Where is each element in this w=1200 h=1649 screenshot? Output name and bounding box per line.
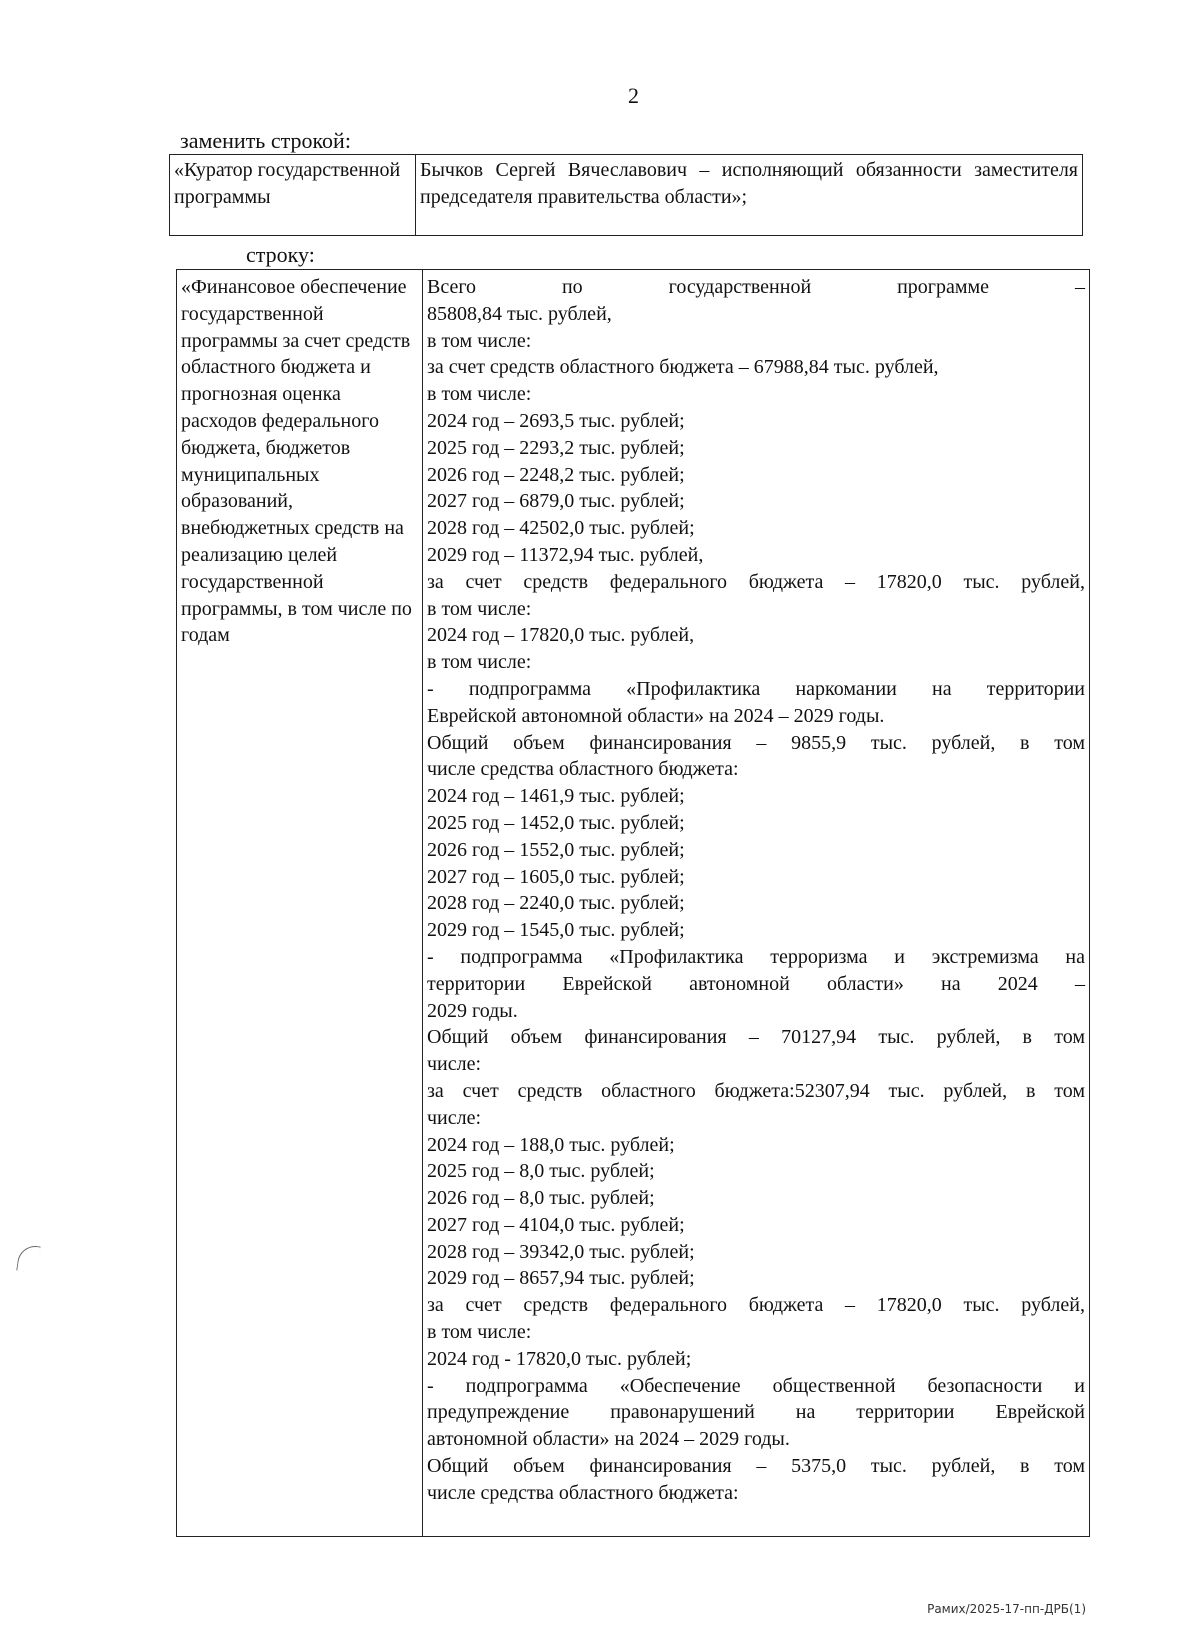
- finance-line: 2027 год – 6879,0 тыс. рублей;: [427, 490, 685, 513]
- finance-line: 2027 год – 1605,0 тыс. рублей;: [427, 865, 685, 888]
- finance-line: 2028 год – 39342,0 тыс. рублей;: [427, 1240, 695, 1263]
- finance-row: [177, 270, 1090, 1537]
- finance-line: в том числе:: [427, 1321, 532, 1344]
- finance-line: Еврейской автономной области» на 2024 – 2029 годы.: [427, 704, 885, 727]
- page-number-text: 2: [628, 83, 639, 108]
- finance-line: за счет средств федерального бюджета – 17820,0 тыс. рублей,: [427, 1294, 1085, 1317]
- finance-line: 2026 год – 8,0 тыс. рублей;: [427, 1187, 655, 1210]
- finance-label: «Финансовое обеспечение государственной программы за счет средств областного бюджета и прогнозная оценка расходов федерального бюджета, бюджетов муниципальных образований, внебюджетных средств на реализацию целей государственной программы, в том числе по годам: [177, 270, 423, 1537]
- finance-line: числе:: [427, 1053, 482, 1076]
- finance-line: 2027 год – 4104,0 тыс. рублей;: [427, 1213, 685, 1236]
- pen-mark: [16, 1244, 41, 1274]
- finance-line: автономной области» на 2024 – 2029 годы.: [427, 1428, 790, 1451]
- finance-line: 2025 год – 2293,2 тыс. рублей;: [427, 436, 685, 459]
- finance-line: предупреждение правонарушений на территории Еврейской: [427, 1401, 1085, 1424]
- finance-line: Общий объем финансирования – 70127,94 тыс. рублей, в том: [427, 1026, 1085, 1049]
- curator-table: [169, 154, 1083, 236]
- finance-line: - подпрограмма «Профилактика наркомании на территории: [427, 677, 1085, 700]
- finance-line: 2029 годы.: [427, 999, 518, 1022]
- heading-replace: заменить строкой:: [180, 128, 351, 153]
- finance-line: - подпрограмма «Обеспечение общественной безопасности и: [427, 1374, 1085, 1397]
- finance-value: [423, 270, 1090, 1537]
- finance-line: 2029 год – 11372,94 тыс. рублей,: [427, 543, 704, 566]
- heading-row: строку:: [246, 242, 315, 267]
- finance-lines: [427, 274, 1085, 1507]
- finance-line: в том числе:: [427, 329, 532, 352]
- finance-line: за счет средств федерального бюджета – 17820,0 тыс. рублей,: [427, 570, 1085, 593]
- finance-line: 2026 год – 1552,0 тыс. рублей;: [427, 838, 685, 861]
- finance-line: 2029 год – 8657,94 тыс. рублей;: [427, 1267, 695, 1290]
- finance-line: в том числе:: [427, 383, 532, 406]
- finance-line: 2024 год – 188,0 тыс. рублей;: [427, 1133, 675, 1156]
- finance-line: 2024 год – 2693,5 тыс. рублей;: [427, 409, 685, 432]
- finance-line: Общий объем финансирования – 5375,0 тыс. рублей, в том: [427, 1455, 1085, 1478]
- finance-line: 2025 год – 1452,0 тыс. рублей;: [427, 811, 685, 834]
- finance-line: 2026 год – 2248,2 тыс. рублей;: [427, 463, 685, 486]
- curator-row: [170, 155, 1083, 236]
- finance-line: за счет средств областного бюджета:52307,94 тыс. рублей, в том: [427, 1079, 1085, 1102]
- finance-line: числе средства областного бюджета:: [427, 758, 739, 781]
- finance-line: в том числе:: [427, 651, 532, 674]
- finance-line: 2024 год - 17820,0 тыс. рублей;: [427, 1347, 692, 1370]
- curator-value: Бычков Сергей Вячеславович – исполняющий обязанности заместителя председателя правительства области»;: [416, 155, 1083, 236]
- curator-label: «Куратор государственной программы: [170, 155, 416, 236]
- finance-line: Общий объем финансирования – 9855,9 тыс. рублей, в том: [427, 731, 1085, 754]
- finance-line: - подпрограмма «Профилактика терроризма и экстремизма на: [427, 945, 1085, 968]
- finance-line: 2028 год – 2240,0 тыс. рублей;: [427, 892, 685, 915]
- document-footer: Рамих/2025-17-пп-ДРБ(1): [927, 1602, 1086, 1616]
- finance-line: 2025 год – 8,0 тыс. рублей;: [427, 1160, 655, 1183]
- finance-line: 85808,84 тыс. рублей,: [427, 302, 612, 325]
- finance-line: числе средства областного бюджета:: [427, 1481, 739, 1504]
- finance-line: 2029 год – 1545,0 тыс. рублей;: [427, 919, 685, 942]
- finance-table: [176, 269, 1090, 1537]
- finance-line: числе:: [427, 1106, 482, 1129]
- finance-line: Всего по государственной программе –: [427, 276, 1085, 298]
- finance-line: 2028 год – 42502,0 тыс. рублей;: [427, 517, 695, 540]
- finance-line: 2024 год – 1461,9 тыс. рублей;: [427, 785, 685, 808]
- finance-line: в том числе:: [427, 597, 532, 620]
- finance-line: территории Еврейской автономной области» на 2024 –: [427, 972, 1085, 995]
- finance-line: за счет средств областного бюджета – 67988,84 тыс. рублей,: [427, 356, 939, 379]
- finance-line: 2024 год – 17820,0 тыс. рублей,: [427, 624, 695, 647]
